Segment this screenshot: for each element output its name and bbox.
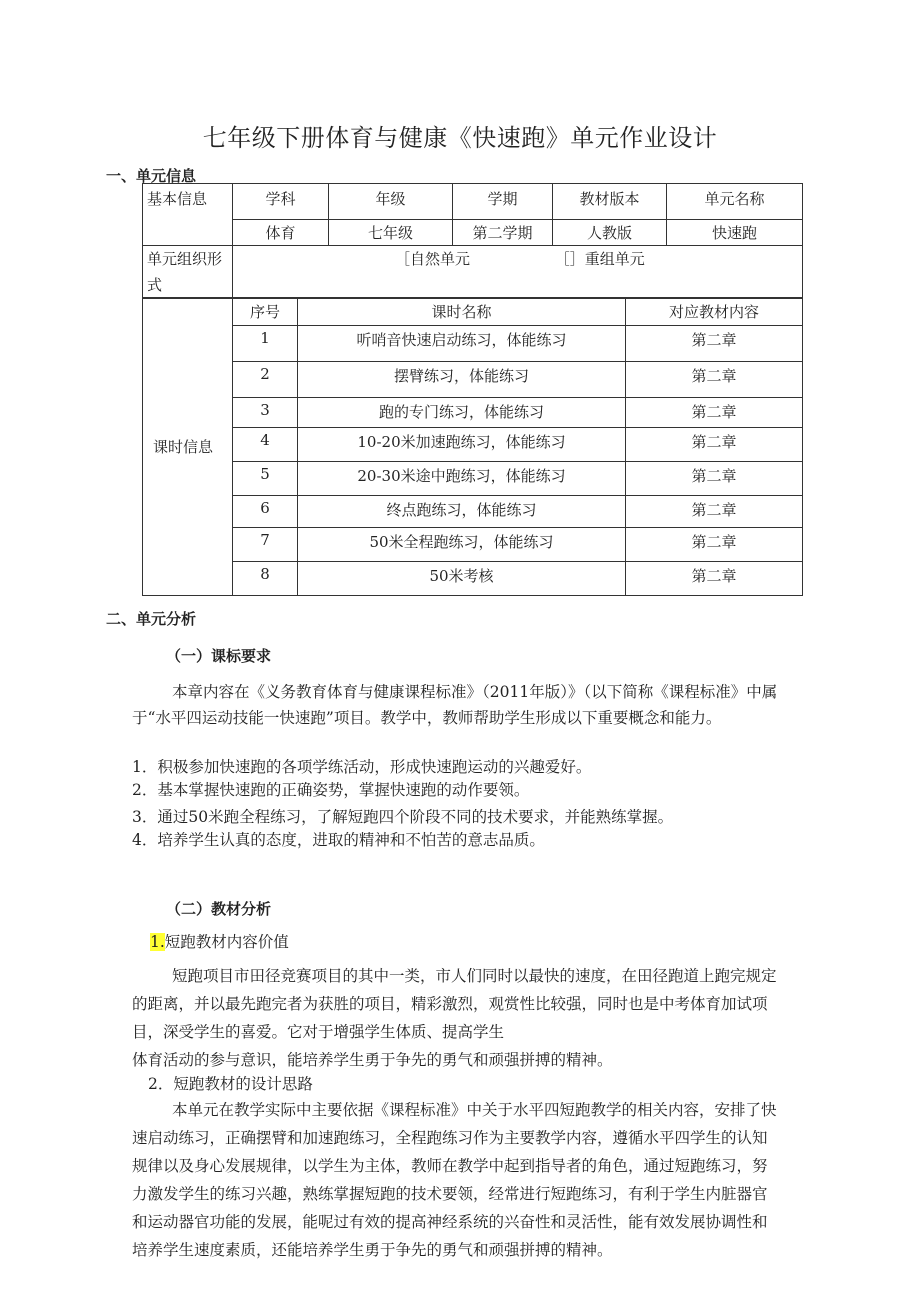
para4-line: 和运动器官功能的发展，能呢过有效的提高神经系统的兴奋性和灵活性，能有效发展协调性和 [132, 1213, 768, 1231]
list-item: 3．通过50米跑全程练习，了解短跑四个阶段不同的技术要求，并能熟练掌握。 [132, 808, 674, 826]
para4-line: 本单元在教学实际中主要依据《课程标准》中关于水平四短跑教学的相关内容，安排了快 [172, 1101, 777, 1119]
table-row [143, 428, 803, 462]
section-unit-analysis-heading: 二、单元分析 [106, 610, 197, 628]
header-seq: 序号 [233, 298, 298, 326]
header-edition: 教材版本 [553, 184, 667, 220]
header-grade: 年级 [329, 184, 453, 220]
para1-line2: 于“水平四运动技能一快速跑”项目。教学中，教师帮助学生形成以下重要概念和能力。 [132, 709, 722, 727]
lesson-info-table [142, 297, 803, 596]
org-form-options [233, 246, 803, 299]
table-row [143, 562, 803, 596]
lesson-seq: 4 [233, 428, 298, 462]
table-row [143, 528, 803, 562]
value-unit-name: 快速跑 [667, 220, 803, 246]
lesson-content: 第二章 [626, 496, 803, 528]
lesson-content: 第二章 [626, 562, 803, 596]
value-term: 第二学期 [453, 220, 553, 246]
lesson-name: 50米全程跑练习，体能练习 [298, 528, 626, 562]
lesson-seq: 7 [233, 528, 298, 562]
list-item: 4．培养学生认真的态度，进取的精神和不怕苦的意志品质。 [132, 831, 545, 849]
item1-heading [150, 928, 289, 956]
header-term: 学期 [453, 184, 553, 220]
lesson-name: 终点跑练习，体能练习 [298, 496, 626, 528]
org-option-natural: ［自然单元 [395, 250, 471, 268]
page-title: 七年级下册体育与健康《快速跑》单元作业设计 [202, 124, 718, 152]
para4 [132, 1096, 812, 1264]
para4-line: 培养学生速度素质，还能培养学生勇于争先的勇气和顽强拼搏的精神。 [132, 1241, 613, 1259]
lesson-content: 第二章 [626, 398, 803, 428]
section-unit-info-heading: 一、单元信息 [106, 167, 197, 185]
list-item: 1．积极参加快速跑的各项学练活动，形成快速跑运动的兴趣爱好。 [132, 758, 592, 776]
lesson-seq: 2 [233, 362, 298, 398]
lesson-seq: 5 [233, 462, 298, 496]
lesson-seq: 3 [233, 398, 298, 428]
para3: 体育活动的参与意识，能培养学生勇于争先的勇气和顽强拼搏的精神。 [132, 1051, 613, 1069]
item1-number: 1. [150, 933, 165, 951]
item2-heading: 2．短跑教材的设计思路 [148, 1075, 313, 1093]
lesson-name: 听哨音快速启动练习，体能练习 [298, 326, 626, 362]
value-edition: 人教版 [553, 220, 667, 246]
header-content: 对应教材内容 [626, 298, 803, 326]
lesson-content: 第二章 [626, 326, 803, 362]
para2-line: 的距离，并以最先跑完者为获胜的项目，精彩激烈，观赏性比较强，同时也是中考体育加试项 [132, 995, 768, 1013]
lesson-seq: 1 [233, 326, 298, 362]
subsection-material-heading: （二）教材分析 [166, 900, 272, 918]
list-item: 2．基本掌握快速跑的正确姿势，掌握快速跑的动作要领。 [132, 781, 530, 799]
lesson-name: 摆臂练习，体能练习 [298, 362, 626, 398]
value-grade: 七年级 [329, 220, 453, 246]
table-row [143, 326, 803, 362]
table-row [143, 398, 803, 428]
lesson-seq: 6 [233, 496, 298, 528]
subsection-curriculum-heading: （一）课标要求 [166, 647, 272, 665]
header-unit-name: 单元名称 [667, 184, 803, 220]
lesson-content: 第二章 [626, 428, 803, 462]
header-lesson-name: 课时名称 [298, 298, 626, 326]
lesson-name: 10-20米加速跑练习，体能练习 [298, 428, 626, 462]
lesson-name: 20-30米途中跑练习，体能练习 [298, 462, 626, 496]
table-row [143, 362, 803, 398]
lesson-name: 50米考核 [298, 562, 626, 596]
value-subject: 体育 [233, 220, 329, 246]
para4-line: 速启动练习，正确摆臂和加速跑练习，全程跑练习作为主要教学内容，遵循水平四学生的认知 [132, 1129, 768, 1147]
basic-info-label: 基本信息 [143, 184, 233, 246]
para2-line: 目，深受学生的喜爱。它对于增强学生体质、提高学生 [132, 1023, 505, 1041]
org-form-label: 单元组织形式 [143, 246, 233, 299]
objectives-list [132, 756, 673, 852]
table-row [143, 462, 803, 496]
lesson-content: 第二章 [626, 462, 803, 496]
lesson-info-label: 课时信息 [143, 298, 233, 596]
para2 [132, 962, 812, 1046]
basic-info-table [142, 183, 803, 299]
lesson-content: 第二章 [626, 362, 803, 398]
header-subject: 学科 [233, 184, 329, 220]
para4-line: 规律以及身心发展规律，以学生为主体，教师在教学中起到指导者的角色，通过短跑练习，努 [132, 1157, 768, 1175]
para1-line1: 本章内容在《义务教育体育与健康课程标准》（2011年版）》（以下简称《课程标准》中属 [172, 683, 778, 701]
table-row [143, 496, 803, 528]
lesson-content: 第二章 [626, 528, 803, 562]
para2-line: 短跑项目市田径竞赛项目的其中一类，市人们同时以最快的速度，在田径跑道上跑完规定 [172, 967, 777, 985]
lesson-seq: 8 [233, 562, 298, 596]
lesson-name: 跑的专门练习，体能练习 [298, 398, 626, 428]
org-option-regroup: ［］重组单元 [554, 250, 645, 268]
item1-text: 短跑教材内容价值 [164, 933, 289, 951]
para4-line: 力激发学生的练习兴趣，熟练掌握短跑的技术要领，经常进行短跑练习，有利于学生内脏器官 [132, 1185, 768, 1203]
